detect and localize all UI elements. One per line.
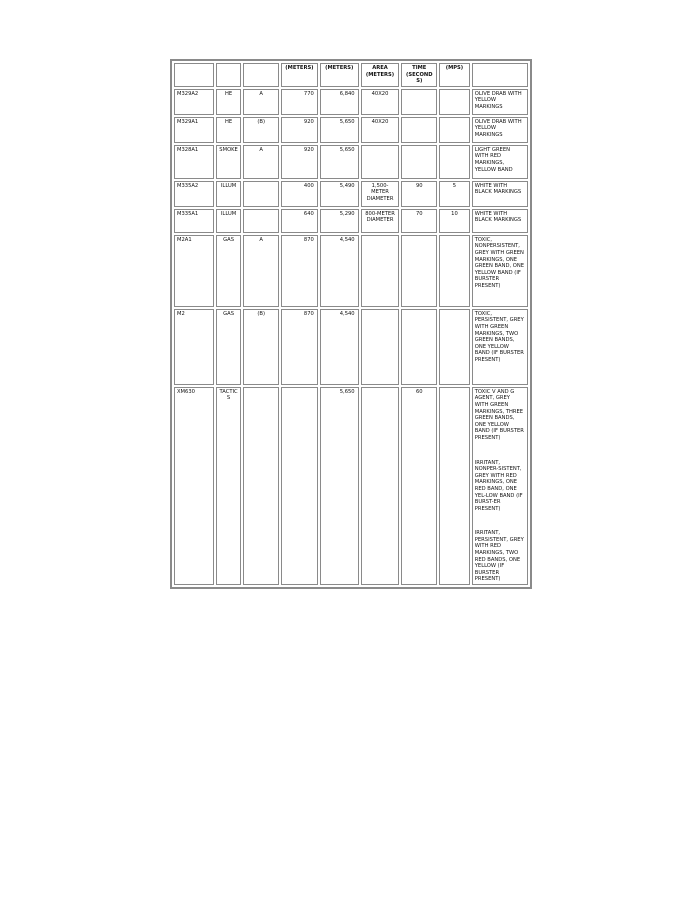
area-cell: 40X20 [361,89,400,115]
header-cell: (METERS) [281,63,318,87]
mps-cell [439,89,470,115]
area-cell [361,145,400,179]
description-text: TOXIC V AND G AGENT, GREY WITH GREEN MARKINGS, THREE GREEN BANDS, ONE YELLOW BAND (IF BURSTER PRESENT) [474,388,524,441]
max-range-cell: 5,650 [320,117,359,143]
table-row [174,387,528,585]
max-range-cell: 5,650 [320,145,359,179]
description-cell [472,89,528,115]
table-row [174,209,528,233]
code-cell: (B) [243,117,279,143]
model-cell: XM630 [174,387,214,585]
description-text: OLIVE DRAB WITH YELLOW MARKINGS [474,90,522,110]
area-cell [361,309,400,385]
type-cell: HE [216,117,242,143]
min-range-cell [281,387,318,585]
time-cell: 70 [401,209,437,233]
description-text: WHITE WITH BLACK MARKINGS [474,210,522,224]
time-cell [401,235,437,307]
time-cell [401,145,437,179]
model-cell: M329A2 [174,89,214,115]
min-range-cell: 920 [281,145,318,179]
mps-cell: 5 [439,181,470,207]
code-cell [243,181,279,207]
max-range-cell: 4,540 [320,235,359,307]
header-cell [243,63,279,87]
description-text: WHITE WITH BLACK MARKINGS [474,182,522,196]
time-cell: 60 [401,387,437,585]
min-range-cell: 870 [281,309,318,385]
description-cell [472,117,528,143]
min-range-cell: 770 [281,89,318,115]
model-cell: M2 [174,309,214,385]
type-cell: GAS [216,235,242,307]
mps-cell [439,235,470,307]
header-cell: AREA (METERS) [361,63,400,87]
mps-cell [439,117,470,143]
min-range-cell: 640 [281,209,318,233]
time-cell: 90 [401,181,437,207]
time-cell [401,89,437,115]
type-cell: ILLUM [216,209,242,233]
min-range-cell: 870 [281,235,318,307]
table-row [174,181,528,207]
description-cell [472,145,528,179]
code-cell: A [243,145,279,179]
header-cell: (MPS) [439,63,470,87]
description-cell [472,209,528,233]
header-cell: TIME (SECONDS) [401,63,437,87]
header-cell [174,63,214,87]
mps-cell [439,387,470,585]
type-cell: SMOKE [216,145,242,179]
area-cell: 40X20 [361,117,400,143]
type-cell: ILLUM [216,181,242,207]
max-range-cell: 5,290 [320,209,359,233]
description-cell [472,181,528,207]
description-text: TOXIC, PERSISTENT, GREY WITH GREEN MARKINGS, TWO GREEN BANDS, ONE YELLOW BAND (IF BURSTER PRESENT) [474,310,524,363]
model-cell: M329A1 [174,117,214,143]
header-row [174,63,528,87]
description-cell [472,309,528,385]
header-cell [472,63,528,87]
description-text: LIGHT GREEN WITH RED MARKINGS, YELLOW BAND [474,146,513,173]
model-cell: M328A1 [174,145,214,179]
max-range-cell: 5,650 [320,387,359,585]
description-cell [472,387,528,585]
code-cell: A [243,235,279,307]
area-cell [361,387,400,585]
ammunition-table [172,61,530,587]
code-cell [243,209,279,233]
description-text: IRRITANT, PERSISTENT, GREY WITH RED MARKINGS, TWO RED BANDS, ONE YELLOW (IF BURSTER PRESENT) [474,530,524,583]
time-cell [401,117,437,143]
ammunition-table-frame [170,59,532,589]
code-cell [243,387,279,585]
type-cell: TACTICS [216,387,242,585]
mps-cell [439,145,470,179]
type-cell: GAS [216,309,242,385]
code-cell: A [243,89,279,115]
model-cell: M335A2 [174,181,214,207]
model-cell: M2A1 [174,235,214,307]
min-range-cell: 920 [281,117,318,143]
max-range-cell: 6,840 [320,89,359,115]
max-range-cell: 5,490 [320,181,359,207]
model-cell: M335A1 [174,209,214,233]
table-row [174,309,528,385]
header-cell: (METERS) [320,63,359,87]
table-row [174,117,528,143]
type-cell: HE [216,89,242,115]
mps-cell: 10 [439,209,470,233]
area-cell: 1,500-METER DIAMETER [361,181,400,207]
area-cell [361,235,400,307]
header-cell [216,63,242,87]
table-row [174,89,528,115]
description-cell [472,235,528,307]
max-range-cell: 4,540 [320,309,359,385]
table-row [174,145,528,179]
description-text: OLIVE DRAB WITH YELLOW MARKINGS [474,118,522,138]
time-cell [401,309,437,385]
code-cell: (B) [243,309,279,385]
mps-cell [439,309,470,385]
area-cell: 800-METER DIAMETER [361,209,400,233]
description-text: IRRITANT, NONPER-SISTENT, GREY WITH RED MARKINGS, ONE RED BAND, ONE YEL-LOW BAND (IF BURST-ER PRESENT) [474,459,523,512]
min-range-cell: 400 [281,181,318,207]
table-row [174,235,528,307]
description-text: TOXIC, NONPERSISTENT, GREY WITH GREEN MARKINGS, ONE GREEN BAND, ONE YELLOW BAND (IF BURSTER PRESENT) [474,236,524,289]
